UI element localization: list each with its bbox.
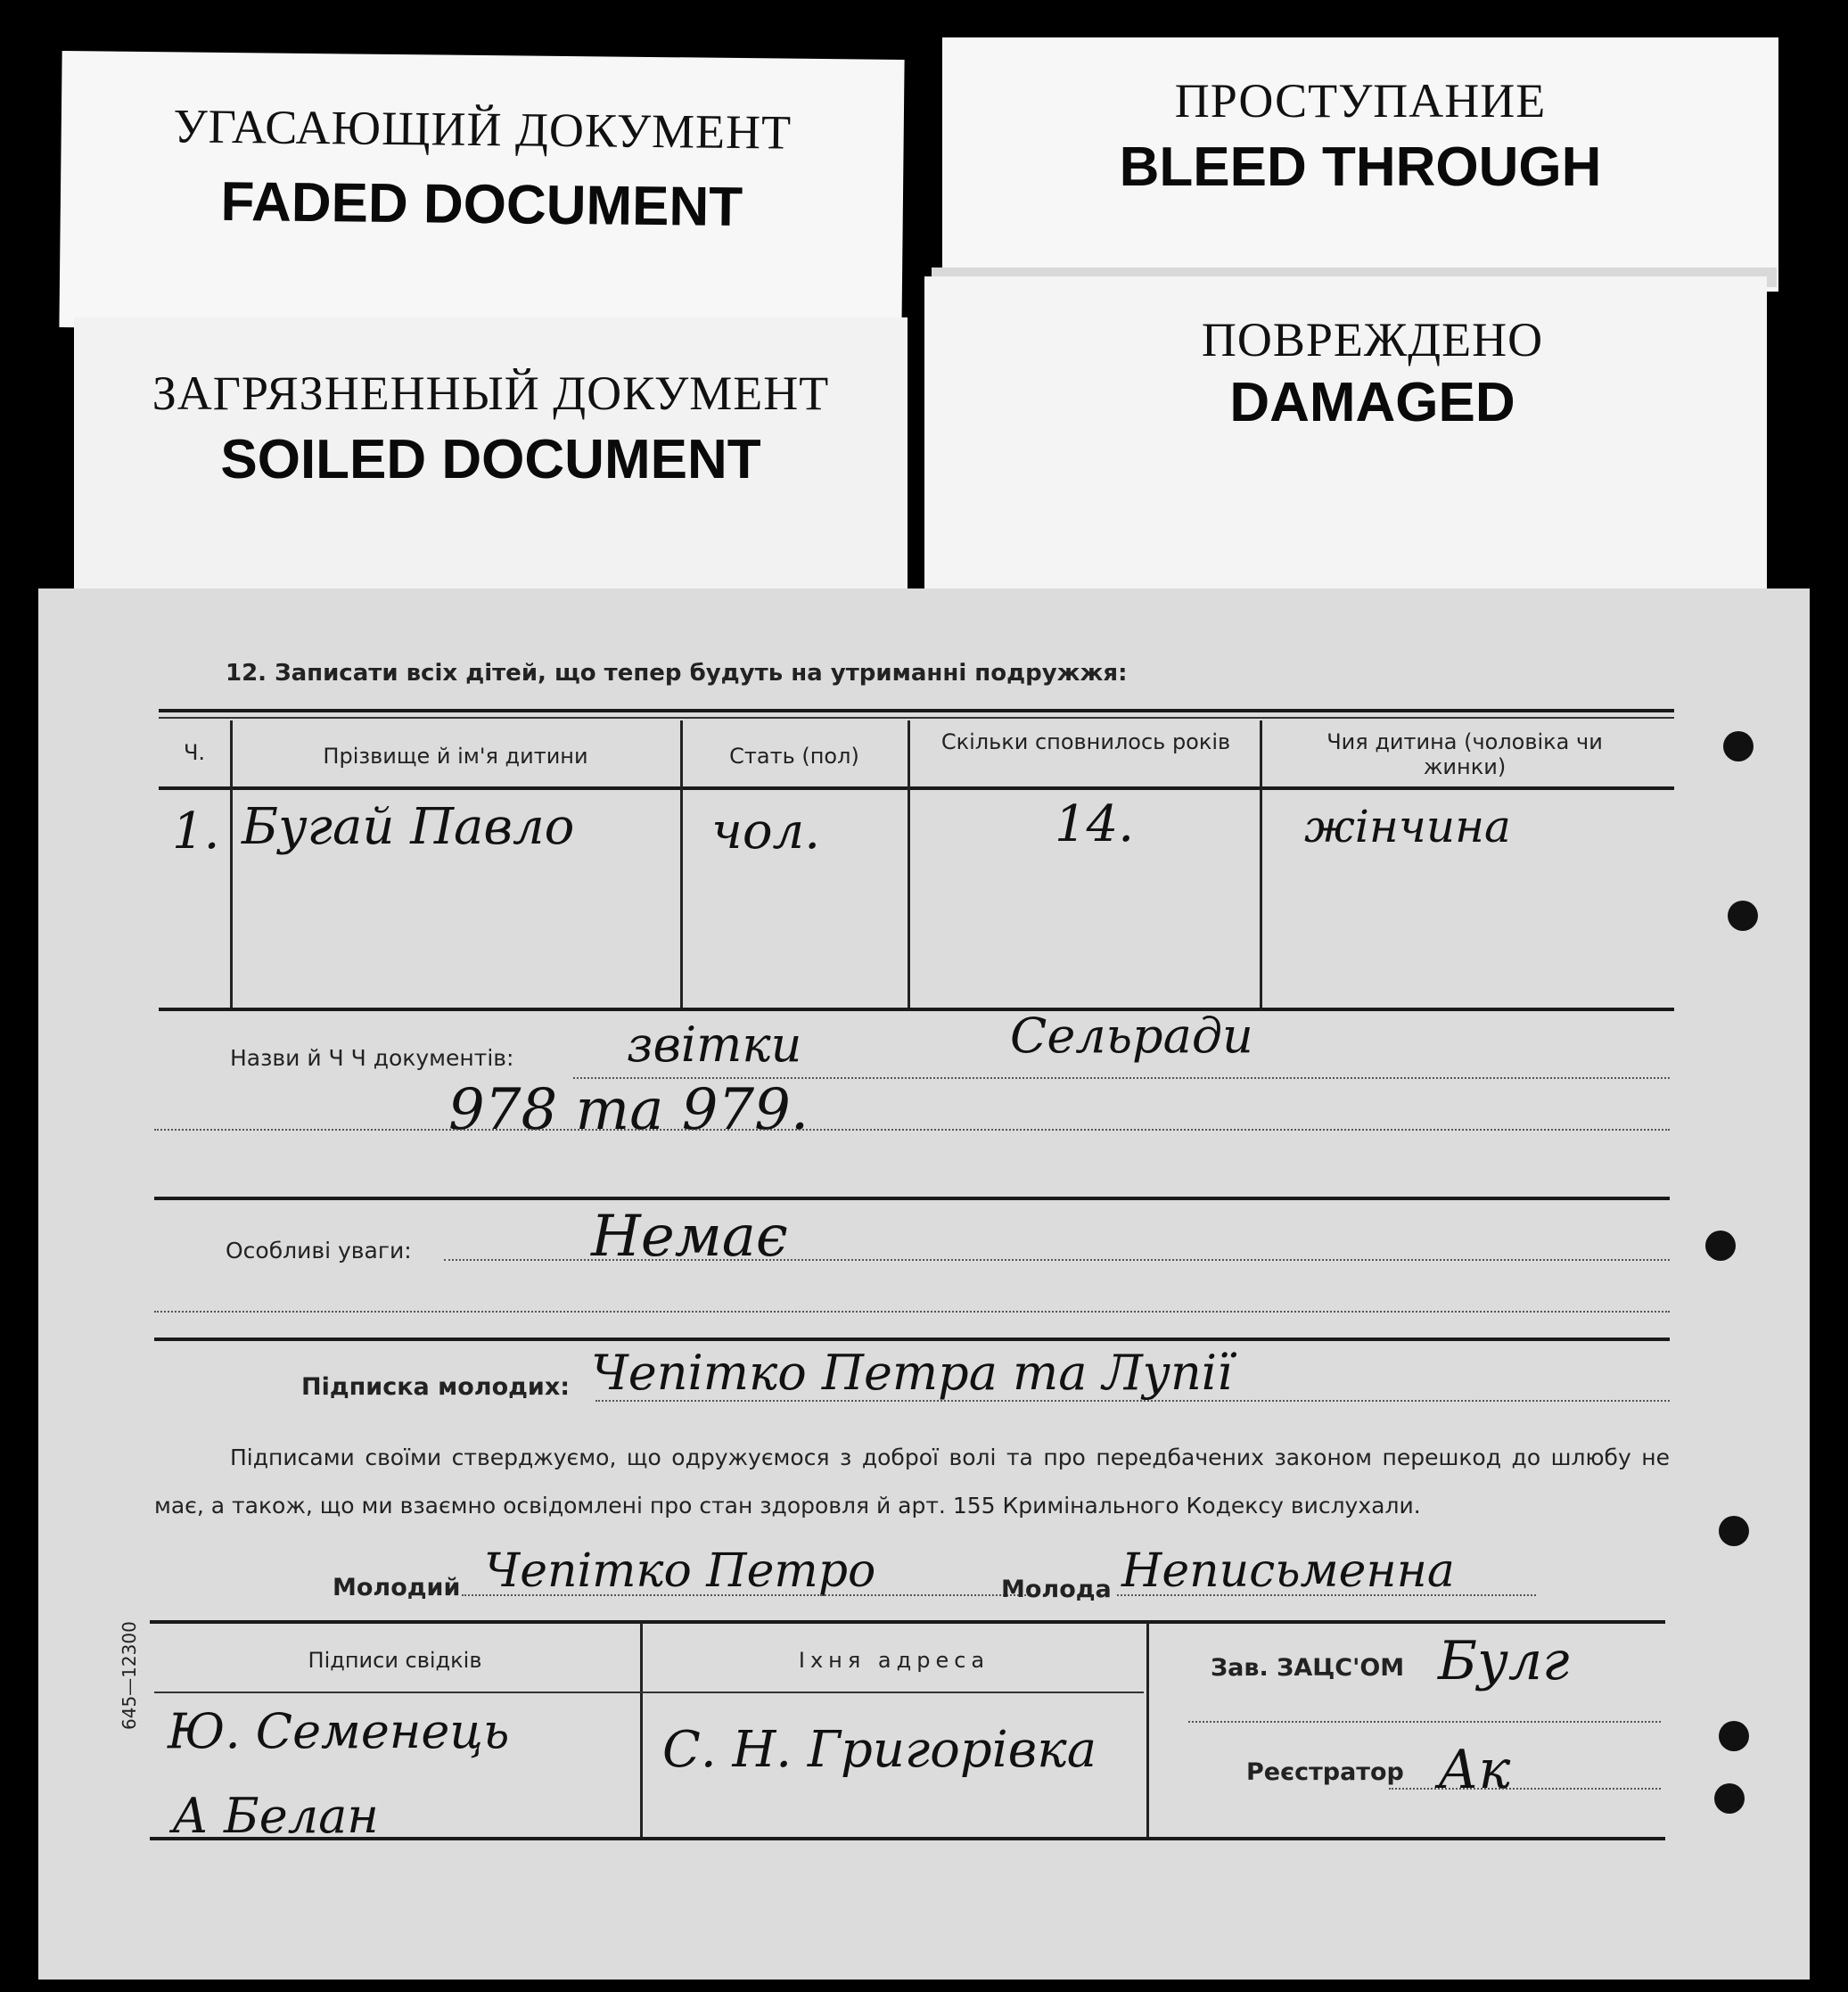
groom-dotted-line (462, 1594, 1032, 1596)
damage-hole (1719, 1721, 1749, 1751)
damage-hole (1719, 1516, 1749, 1546)
registrar-signature: Ак (1438, 1739, 1511, 1801)
bride-value: Неписьменна (1121, 1544, 1455, 1598)
bottom-col-divider-1 (640, 1623, 643, 1837)
docs-dotted-line-2 (154, 1129, 1670, 1131)
witness-1-signature: Ю. Семенець (168, 1703, 510, 1759)
header-child-name: Прізвище й ім'я дитини (323, 744, 588, 769)
damaged-en-label: DAMAGED (1229, 372, 1515, 433)
col-divider-4 (1260, 720, 1262, 1008)
row-child-name: Бугай Павло (242, 798, 575, 856)
damage-hole (1705, 1231, 1736, 1261)
table-bottom-rule (159, 1008, 1674, 1011)
table-top-rule-2 (159, 717, 1674, 719)
head-dotted-line (1188, 1721, 1661, 1723)
damage-hole (1728, 901, 1758, 931)
soiled-document-card (74, 317, 908, 612)
bleed-en-label: BLEED THROUGH (1119, 136, 1602, 198)
soiled-en-label: SOILED DOCUMENT (220, 429, 761, 490)
notes-dotted-line-2 (154, 1311, 1670, 1313)
address-label: Іхня адреса (798, 1648, 990, 1673)
bride-label: Молода (1001, 1576, 1112, 1603)
address-value: С. Н. Григорівка (662, 1721, 1097, 1779)
header-age: Скільки сповнилось років (940, 729, 1231, 754)
marriage-record-form (38, 589, 1810, 1980)
faded-en-label: FADED DOCUMENT (220, 170, 743, 239)
table-top-rule (159, 709, 1674, 712)
bottom-table-top-rule (150, 1620, 1665, 1624)
row-sex: чол. (711, 803, 821, 860)
print-code: 645—12300 (119, 1621, 140, 1730)
docs-label: Назви й Ч Ч документів: (230, 1045, 514, 1071)
notes-value: Немає (591, 1204, 788, 1270)
damaged-card (924, 276, 1767, 593)
soiled-ru-label: ЗАГРЯЗНЕННЫЙ ДОКУМЕНТ (152, 366, 830, 420)
docs-value-1a: звітки (627, 1017, 802, 1073)
docs-value-2: 978 та 979. (448, 1077, 809, 1143)
notes-dotted-line (444, 1259, 1670, 1261)
witnesses-header-rule (154, 1692, 1144, 1693)
declaration-text: Підписами своїми стверджуємо, що одружуємося з доброї волі та про передбачених законом перешкод до шлюбу не має, а також, що ми взаємно освідомлені про стан здоровля й арт. 155 Кримінального Кодексу вислухали. (154, 1445, 1670, 1519)
damage-hole (1714, 1783, 1745, 1814)
damaged-ru-label: ПОВРЕЖДЕНО (1201, 313, 1544, 366)
head-of-registry-signature: Булг (1438, 1630, 1570, 1692)
signature-dotted-line (595, 1400, 1670, 1402)
header-sex: Стать (пол) (729, 744, 859, 769)
row-num: 1. (172, 803, 220, 860)
docs-bottom-rule (154, 1197, 1670, 1200)
damage-hole (1723, 731, 1754, 761)
docs-value-1b: Сельради (1010, 1008, 1253, 1064)
bottom-col-divider-2 (1146, 1623, 1149, 1837)
header-num: Ч. (183, 740, 206, 765)
groom-label: Молодий (333, 1574, 461, 1601)
section-12-heading: 12. Записати всіх дітей, що тепер будуть на утриманні подружжя: (226, 660, 1128, 687)
witness-2-signature: А Белан (172, 1788, 379, 1844)
col-divider-3 (908, 720, 910, 1008)
groom-value: Чепітко Петро (484, 1544, 876, 1598)
notes-label: Особливі уваги: (226, 1238, 412, 1264)
faded-document-card (59, 51, 904, 336)
table-header-rule (159, 786, 1674, 790)
head-of-registry-label: Зав. ЗАЦС'ОМ (1211, 1654, 1405, 1682)
bride-dotted-line (1117, 1594, 1536, 1596)
faded-ru-label: УГАСАЮЩИЙ ДОКУМЕНТ (173, 99, 793, 160)
signature-label: Підписка молодих: (301, 1373, 571, 1401)
notes-bottom-rule (154, 1338, 1670, 1341)
row-age: 14. (1055, 795, 1135, 853)
registrar-label: Реєстратор (1246, 1758, 1404, 1786)
signature-value: Чепітко Петра та Лупії (591, 1345, 1233, 1401)
header-whose-child: Чия дитина (чоловіка чи жинки) (1326, 729, 1603, 779)
witnesses-label: Підписи свідків (308, 1648, 482, 1673)
bleed-through-card (942, 37, 1778, 292)
registrar-dotted-line (1389, 1788, 1661, 1790)
row-whose-child: жінчина (1304, 801, 1511, 852)
bleed-ru-label: ПРОСТУПАНИЕ (1174, 74, 1547, 128)
